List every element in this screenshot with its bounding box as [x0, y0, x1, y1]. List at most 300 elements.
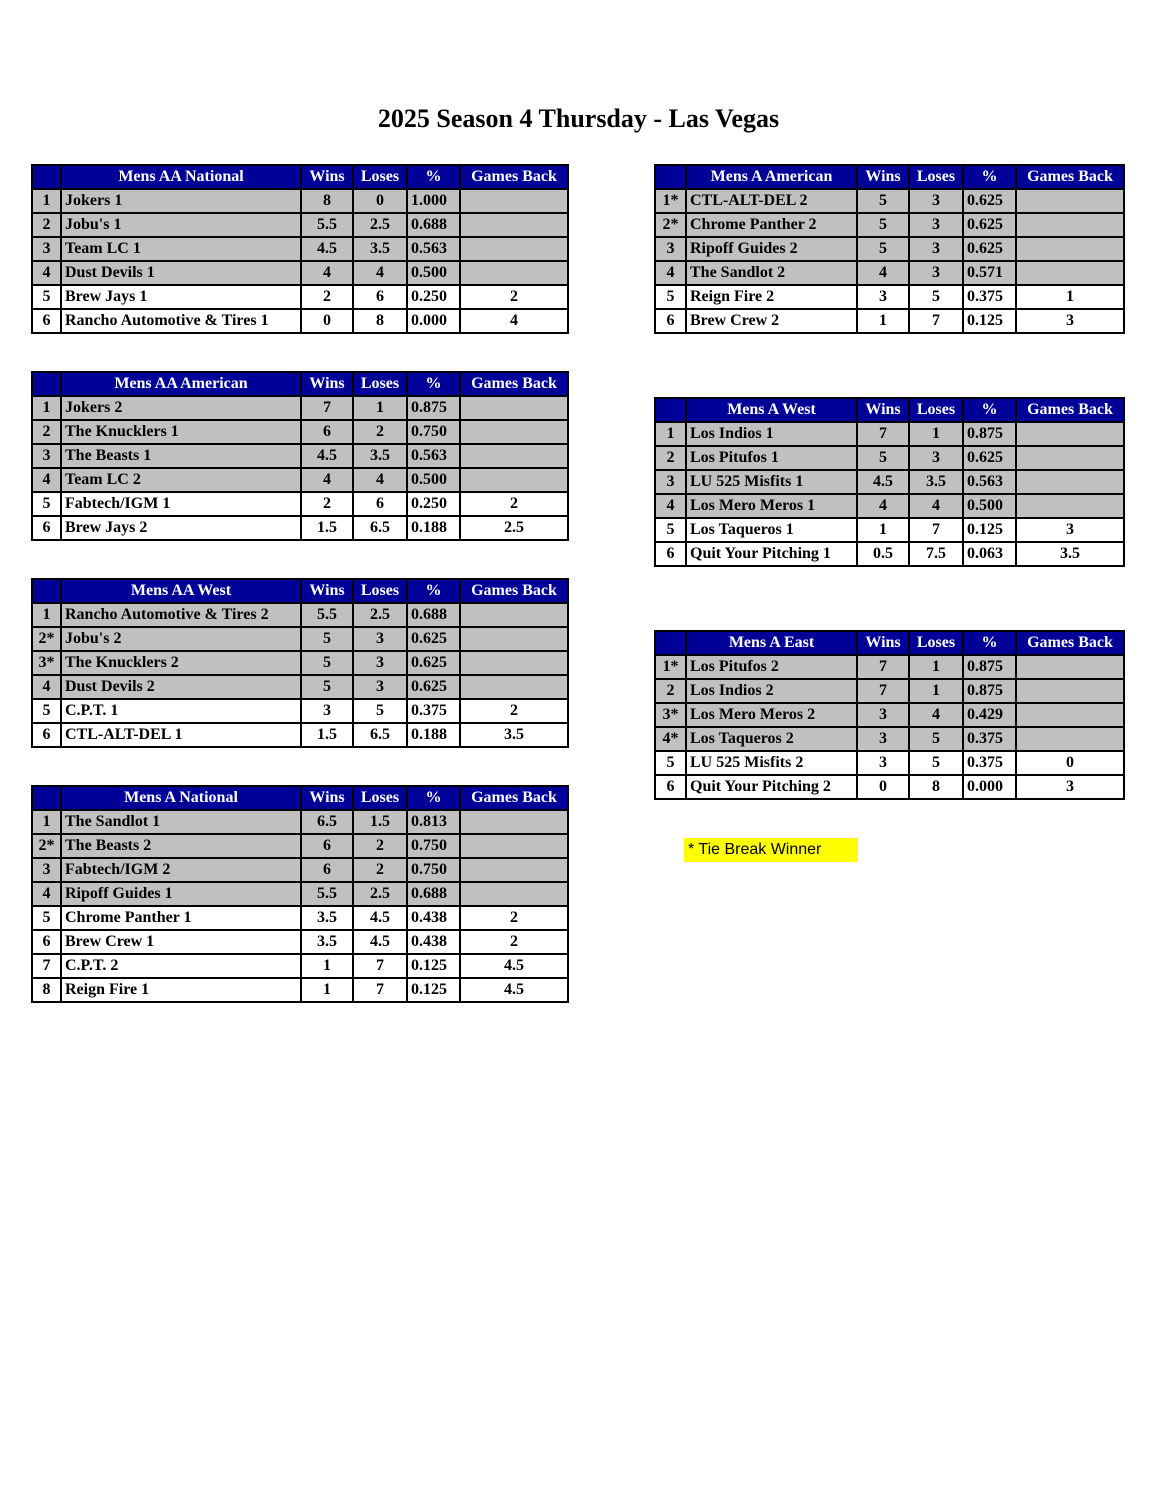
team-name: C.P.T. 2	[61, 954, 301, 978]
team-rank: 8	[32, 978, 61, 1002]
team-rank: 6	[32, 309, 61, 333]
loses-header: Loses	[353, 372, 407, 396]
games-back-header: Games Back	[460, 372, 568, 396]
team-rank: 5	[32, 906, 61, 930]
team-loses: 1	[909, 422, 963, 446]
team-loses: 6	[353, 492, 407, 516]
wins-header: Wins	[857, 398, 909, 422]
team-loses: 3.5	[353, 237, 407, 261]
pct-header: %	[407, 372, 460, 396]
table-row	[32, 444, 568, 468]
division-table	[654, 164, 1125, 334]
team-name: Los Pitufos 1	[686, 446, 857, 470]
team-loses: 5	[909, 727, 963, 751]
team-games-back	[1016, 727, 1124, 751]
table-row	[32, 285, 568, 309]
table-row	[655, 470, 1124, 494]
team-loses: 7	[353, 954, 407, 978]
team-wins: 6	[301, 834, 353, 858]
division-header-row	[655, 398, 1124, 422]
team-rank: 5	[32, 699, 61, 723]
division-name: Mens AA National	[61, 165, 301, 189]
team-wins: 6	[301, 858, 353, 882]
team-name: Brew Crew 1	[61, 930, 301, 954]
team-wins: 1.5	[301, 723, 353, 747]
table-row	[32, 651, 568, 675]
table-row	[655, 446, 1124, 470]
team-pct: 0.188	[407, 723, 460, 747]
team-loses: 2.5	[353, 213, 407, 237]
team-loses: 3	[909, 446, 963, 470]
table-row	[32, 930, 568, 954]
pct-header: %	[963, 631, 1016, 655]
table-row	[655, 189, 1124, 213]
team-loses: 2	[353, 858, 407, 882]
team-name: CTL-ALT-DEL 1	[61, 723, 301, 747]
table-row	[32, 906, 568, 930]
team-loses: 3	[909, 237, 963, 261]
team-loses: 4	[909, 494, 963, 518]
team-wins: 5	[857, 446, 909, 470]
team-wins: 5	[301, 675, 353, 699]
team-rank: 2	[655, 446, 686, 470]
team-games-back	[1016, 494, 1124, 518]
team-name: Quit Your Pitching 1	[686, 542, 857, 566]
team-loses: 5	[909, 751, 963, 775]
team-loses: 7	[353, 978, 407, 1002]
team-pct: 0.000	[407, 309, 460, 333]
team-games-back	[460, 858, 568, 882]
table-row	[655, 494, 1124, 518]
table-row	[655, 679, 1124, 703]
team-pct: 0.000	[963, 775, 1016, 799]
team-name: Team LC 2	[61, 468, 301, 492]
team-rank: 1	[32, 810, 61, 834]
team-loses: 4	[353, 261, 407, 285]
team-pct: 0.750	[407, 834, 460, 858]
team-rank: 3	[655, 237, 686, 261]
team-name: LU 525 Misfits 1	[686, 470, 857, 494]
team-wins: 0	[301, 309, 353, 333]
team-games-back: 1	[1016, 285, 1124, 309]
team-wins: 3.5	[301, 930, 353, 954]
team-name: Fabtech/IGM 1	[61, 492, 301, 516]
team-wins: 5	[301, 627, 353, 651]
team-pct: 0.571	[963, 261, 1016, 285]
table-row	[32, 810, 568, 834]
team-name: Jokers 1	[61, 189, 301, 213]
team-games-back	[460, 675, 568, 699]
team-loses: 1	[353, 396, 407, 420]
team-wins: 4.5	[301, 444, 353, 468]
team-wins: 1	[301, 978, 353, 1002]
team-pct: 0.625	[407, 651, 460, 675]
wins-header: Wins	[857, 165, 909, 189]
rank-header	[655, 165, 686, 189]
wins-header: Wins	[301, 579, 353, 603]
division-header-row	[655, 165, 1124, 189]
team-loses: 0	[353, 189, 407, 213]
loses-header: Loses	[353, 579, 407, 603]
team-pct: 0.375	[963, 751, 1016, 775]
table-row	[32, 396, 568, 420]
team-name: Los Mero Meros 1	[686, 494, 857, 518]
team-pct: 0.625	[407, 675, 460, 699]
team-rank: 4	[655, 261, 686, 285]
team-wins: 4	[857, 494, 909, 518]
wins-header: Wins	[301, 786, 353, 810]
team-rank: 7	[32, 954, 61, 978]
team-games-back	[460, 444, 568, 468]
team-rank: 5	[655, 285, 686, 309]
table-row	[655, 285, 1124, 309]
table-row	[32, 237, 568, 261]
team-games-back	[460, 810, 568, 834]
team-games-back	[460, 237, 568, 261]
team-loses: 3	[909, 189, 963, 213]
team-name: Rancho Automotive & Tires 1	[61, 309, 301, 333]
team-pct: 0.625	[963, 189, 1016, 213]
team-pct: 1.000	[407, 189, 460, 213]
team-rank: 5	[655, 518, 686, 542]
team-name: Rancho Automotive & Tires 2	[61, 603, 301, 627]
team-loses: 2.5	[353, 603, 407, 627]
team-pct: 0.188	[407, 516, 460, 540]
team-loses: 7	[909, 518, 963, 542]
team-games-back	[1016, 679, 1124, 703]
team-wins: 5	[857, 189, 909, 213]
team-rank: 2	[32, 213, 61, 237]
team-wins: 2	[301, 285, 353, 309]
team-games-back	[460, 627, 568, 651]
team-loses: 3	[353, 651, 407, 675]
team-name: Jobu's 1	[61, 213, 301, 237]
team-wins: 7	[301, 396, 353, 420]
team-rank: 1	[32, 396, 61, 420]
table-row	[32, 675, 568, 699]
team-games-back	[1016, 237, 1124, 261]
team-pct: 0.563	[407, 237, 460, 261]
team-games-back: 2	[460, 699, 568, 723]
team-wins: 6.5	[301, 810, 353, 834]
table-row	[32, 834, 568, 858]
team-rank: 3*	[655, 703, 686, 727]
table-row	[655, 655, 1124, 679]
team-rank: 4	[32, 675, 61, 699]
division-header-row	[32, 372, 568, 396]
table-row	[32, 723, 568, 747]
team-pct: 0.500	[407, 261, 460, 285]
team-rank: 3	[32, 444, 61, 468]
team-pct: 0.125	[407, 978, 460, 1002]
team-wins: 3	[857, 751, 909, 775]
team-loses: 3	[353, 627, 407, 651]
team-name: Jokers 2	[61, 396, 301, 420]
team-name: C.P.T. 1	[61, 699, 301, 723]
team-pct: 0.438	[407, 930, 460, 954]
team-rank: 3	[655, 470, 686, 494]
team-pct: 0.429	[963, 703, 1016, 727]
team-games-back	[460, 420, 568, 444]
team-name: Los Indios 2	[686, 679, 857, 703]
team-games-back: 3	[1016, 775, 1124, 799]
page-title: 2025 Season 4 Thursday - Las Vegas	[377, 104, 780, 133]
team-name: Brew Jays 1	[61, 285, 301, 309]
team-games-back	[1016, 213, 1124, 237]
team-name: Reign Fire 2	[686, 285, 857, 309]
pct-header: %	[963, 398, 1016, 422]
team-rank: 4	[655, 494, 686, 518]
table-row	[32, 699, 568, 723]
team-pct: 0.875	[963, 679, 1016, 703]
team-name: Los Pitufos 2	[686, 655, 857, 679]
team-games-back	[1016, 470, 1124, 494]
team-wins: 4.5	[857, 470, 909, 494]
games-back-header: Games Back	[1016, 631, 1124, 655]
division-table	[31, 164, 569, 334]
team-rank: 1	[32, 189, 61, 213]
team-name: LU 525 Misfits 2	[686, 751, 857, 775]
team-games-back: 2.5	[460, 516, 568, 540]
team-wins: 3.5	[301, 906, 353, 930]
team-pct: 0.375	[963, 285, 1016, 309]
team-loses: 4	[353, 468, 407, 492]
table-row	[655, 727, 1124, 751]
team-games-back	[460, 603, 568, 627]
division-table	[654, 397, 1125, 567]
table-row	[32, 603, 568, 627]
table-row	[655, 309, 1124, 333]
team-wins: 3	[857, 703, 909, 727]
team-pct: 0.500	[407, 468, 460, 492]
table-row	[655, 542, 1124, 566]
team-loses: 4.5	[353, 930, 407, 954]
team-games-back	[460, 468, 568, 492]
team-loses: 1	[909, 655, 963, 679]
team-pct: 0.688	[407, 213, 460, 237]
wins-header: Wins	[301, 372, 353, 396]
pct-header: %	[963, 165, 1016, 189]
team-name: Ripoff Guides 2	[686, 237, 857, 261]
team-games-back	[460, 261, 568, 285]
team-wins: 4	[857, 261, 909, 285]
team-pct: 0.875	[963, 422, 1016, 446]
team-games-back	[1016, 261, 1124, 285]
loses-header: Loses	[909, 398, 963, 422]
team-rank: 5	[32, 285, 61, 309]
rank-header	[32, 579, 61, 603]
team-games-back: 2	[460, 906, 568, 930]
team-loses: 8	[909, 775, 963, 799]
team-pct: 0.500	[963, 494, 1016, 518]
team-pct: 0.375	[963, 727, 1016, 751]
division-header-row	[655, 631, 1124, 655]
table-row	[32, 261, 568, 285]
team-rank: 2*	[32, 627, 61, 651]
team-games-back	[460, 213, 568, 237]
division-table	[31, 785, 569, 1003]
division-name: Mens A National	[61, 786, 301, 810]
team-pct: 0.250	[407, 285, 460, 309]
loses-header: Loses	[353, 165, 407, 189]
table-row	[32, 213, 568, 237]
tie-break-legend: * Tie Break Winner	[684, 838, 858, 862]
team-name: Team LC 1	[61, 237, 301, 261]
team-rank: 3	[32, 858, 61, 882]
team-wins: 1	[301, 954, 353, 978]
team-rank: 6	[32, 930, 61, 954]
team-pct: 0.563	[963, 470, 1016, 494]
team-rank: 2*	[32, 834, 61, 858]
team-pct: 0.875	[963, 655, 1016, 679]
team-rank: 3*	[32, 651, 61, 675]
team-games-back: 3	[1016, 518, 1124, 542]
team-name: The Knucklers 1	[61, 420, 301, 444]
team-name: Los Mero Meros 2	[686, 703, 857, 727]
team-name: Los Taqueros 1	[686, 518, 857, 542]
table-row	[32, 468, 568, 492]
team-loses: 3.5	[353, 444, 407, 468]
team-games-back: 3.5	[1016, 542, 1124, 566]
games-back-header: Games Back	[460, 786, 568, 810]
team-games-back	[460, 882, 568, 906]
loses-header: Loses	[909, 165, 963, 189]
team-wins: 0.5	[857, 542, 909, 566]
team-wins: 7	[857, 422, 909, 446]
team-rank: 3	[32, 237, 61, 261]
division-table	[654, 630, 1125, 800]
rank-header	[32, 165, 61, 189]
games-back-header: Games Back	[1016, 398, 1124, 422]
table-row	[32, 978, 568, 1002]
pct-header: %	[407, 786, 460, 810]
team-pct: 0.750	[407, 858, 460, 882]
team-games-back: 0	[1016, 751, 1124, 775]
table-row	[655, 703, 1124, 727]
team-name: The Sandlot 2	[686, 261, 857, 285]
team-wins: 5	[857, 213, 909, 237]
team-rank: 2*	[655, 213, 686, 237]
games-back-header: Games Back	[460, 165, 568, 189]
team-wins: 3	[301, 699, 353, 723]
team-games-back: 4.5	[460, 954, 568, 978]
team-wins: 5.5	[301, 882, 353, 906]
team-name: Jobu's 2	[61, 627, 301, 651]
team-wins: 3	[857, 285, 909, 309]
team-pct: 0.813	[407, 810, 460, 834]
team-wins: 5.5	[301, 213, 353, 237]
team-rank: 2	[32, 420, 61, 444]
team-name: The Beasts 2	[61, 834, 301, 858]
team-rank: 2	[655, 679, 686, 703]
team-name: Los Indios 1	[686, 422, 857, 446]
team-loses: 3	[909, 213, 963, 237]
team-wins: 1	[857, 518, 909, 542]
team-wins: 2	[301, 492, 353, 516]
team-rank: 5	[32, 492, 61, 516]
team-name: Los Taqueros 2	[686, 727, 857, 751]
team-name: The Knucklers 2	[61, 651, 301, 675]
team-name: Chrome Panther 2	[686, 213, 857, 237]
pct-header: %	[407, 579, 460, 603]
team-rank: 4	[32, 882, 61, 906]
rank-header	[32, 372, 61, 396]
team-loses: 6	[353, 285, 407, 309]
table-row	[32, 420, 568, 444]
table-row	[32, 309, 568, 333]
team-wins: 4	[301, 468, 353, 492]
team-name: The Sandlot 1	[61, 810, 301, 834]
team-pct: 0.688	[407, 603, 460, 627]
team-wins: 3	[857, 727, 909, 751]
team-pct: 0.625	[407, 627, 460, 651]
team-pct: 0.563	[407, 444, 460, 468]
team-games-back	[1016, 446, 1124, 470]
team-rank: 6	[655, 775, 686, 799]
team-games-back	[460, 834, 568, 858]
team-pct: 0.625	[963, 213, 1016, 237]
team-games-back: 4.5	[460, 978, 568, 1002]
team-rank: 4*	[655, 727, 686, 751]
team-loses: 4	[909, 703, 963, 727]
team-rank: 5	[655, 751, 686, 775]
team-games-back: 2	[460, 285, 568, 309]
games-back-header: Games Back	[1016, 165, 1124, 189]
team-rank: 1	[32, 603, 61, 627]
team-loses: 4.5	[353, 906, 407, 930]
team-name: Reign Fire 1	[61, 978, 301, 1002]
team-pct: 0.625	[963, 237, 1016, 261]
division-header-row	[32, 579, 568, 603]
team-pct: 0.063	[963, 542, 1016, 566]
division-name: Mens A West	[686, 398, 857, 422]
team-wins: 5.5	[301, 603, 353, 627]
wins-header: Wins	[301, 165, 353, 189]
loses-header: Loses	[353, 786, 407, 810]
team-pct: 0.875	[407, 396, 460, 420]
team-pct: 0.125	[963, 518, 1016, 542]
team-loses: 6.5	[353, 723, 407, 747]
team-loses: 6.5	[353, 516, 407, 540]
team-games-back	[1016, 703, 1124, 727]
team-loses: 7.5	[909, 542, 963, 566]
team-wins: 7	[857, 679, 909, 703]
team-loses: 2.5	[353, 882, 407, 906]
team-games-back	[460, 396, 568, 420]
division-header-row	[32, 786, 568, 810]
team-wins: 1.5	[301, 516, 353, 540]
team-games-back	[460, 189, 568, 213]
team-rank: 6	[32, 516, 61, 540]
team-loses: 1.5	[353, 810, 407, 834]
team-games-back: 3.5	[460, 723, 568, 747]
table-row	[655, 237, 1124, 261]
team-loses: 3	[353, 675, 407, 699]
team-games-back: 4	[460, 309, 568, 333]
team-pct: 0.125	[963, 309, 1016, 333]
wins-header: Wins	[857, 631, 909, 655]
table-row	[655, 422, 1124, 446]
team-loses: 3.5	[909, 470, 963, 494]
team-loses: 1	[909, 679, 963, 703]
team-loses: 2	[353, 834, 407, 858]
team-name: Ripoff Guides 1	[61, 882, 301, 906]
team-loses: 3	[909, 261, 963, 285]
pct-header: %	[407, 165, 460, 189]
team-loses: 7	[909, 309, 963, 333]
table-row	[655, 775, 1124, 799]
team-pct: 0.750	[407, 420, 460, 444]
